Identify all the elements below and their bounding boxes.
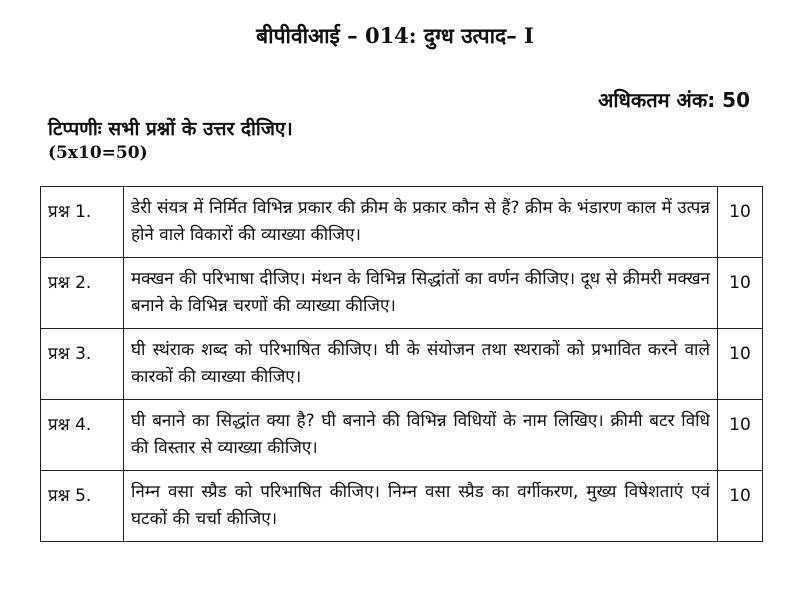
question-row — [41, 400, 763, 471]
max-marks: अधिकतम अंक: 50 — [598, 88, 750, 112]
question-text: घी स्थंराक शब्द को परिभाषित कीजिए। घी के संयोजन तथा स्थराकों को प्रभावित करने वाले कारकों की व्याख्या कीजिए। — [124, 329, 718, 400]
question-row — [41, 258, 763, 329]
question-row — [41, 329, 763, 400]
instructions-note: टिप्पणीः सभी प्रश्नों के उत्तर दीजिए। — [48, 118, 293, 140]
question-row — [41, 187, 763, 258]
question-marks: 10 — [718, 471, 763, 542]
question-marks: 10 — [718, 329, 763, 400]
question-number: प्रश्न 4. — [41, 400, 124, 471]
question-number: प्रश्न 5. — [41, 471, 124, 542]
question-marks: 10 — [718, 187, 763, 258]
question-number: प्रश्न 2. — [41, 258, 124, 329]
marking-scheme: (5x10=50) — [48, 143, 148, 163]
question-number: प्रश्न 1. — [41, 187, 124, 258]
questions-table — [40, 186, 763, 542]
question-number: प्रश्न 3. — [41, 329, 124, 400]
question-text: मक्खन की परिभाषा दीजिए। मंथन के विभिन्न सिद्धांतों का वर्णन कीजिए। दूध से क्रीमरी मक्खन बनाने के विभिन्न चरणों की व्याख्या कीजिए। — [124, 258, 718, 329]
question-text: निम्न वसा स्प्रैड को परिभाषित कीजिए। निम्न वसा स्प्रैड का वर्गीकरण, मुख्य विषेशताएं एवं घटकों की चर्चा कीजिए। — [124, 471, 718, 542]
question-row — [41, 471, 763, 542]
question-marks: 10 — [718, 400, 763, 471]
question-text: घी बनाने का सिद्धांत क्या है? घी बनाने की विभिन्न विधियों के नाम लिखिए। क्रीमी बटर विधि की विस्तार से व्याख्या कीजिए। — [124, 400, 718, 471]
question-text: डेरी संयत्र में निर्मित विभिन्न प्रकार की क्रीम के प्रकार कौन से हैं? क्रीम के भंडारण काल में उत्पन्न होने वाले विकारों की व्याख्या कीजिए। — [124, 187, 718, 258]
paper-title: बीपीवीआई – 014: दुग्ध उत्पाद– I — [256, 23, 534, 48]
question-marks: 10 — [718, 258, 763, 329]
